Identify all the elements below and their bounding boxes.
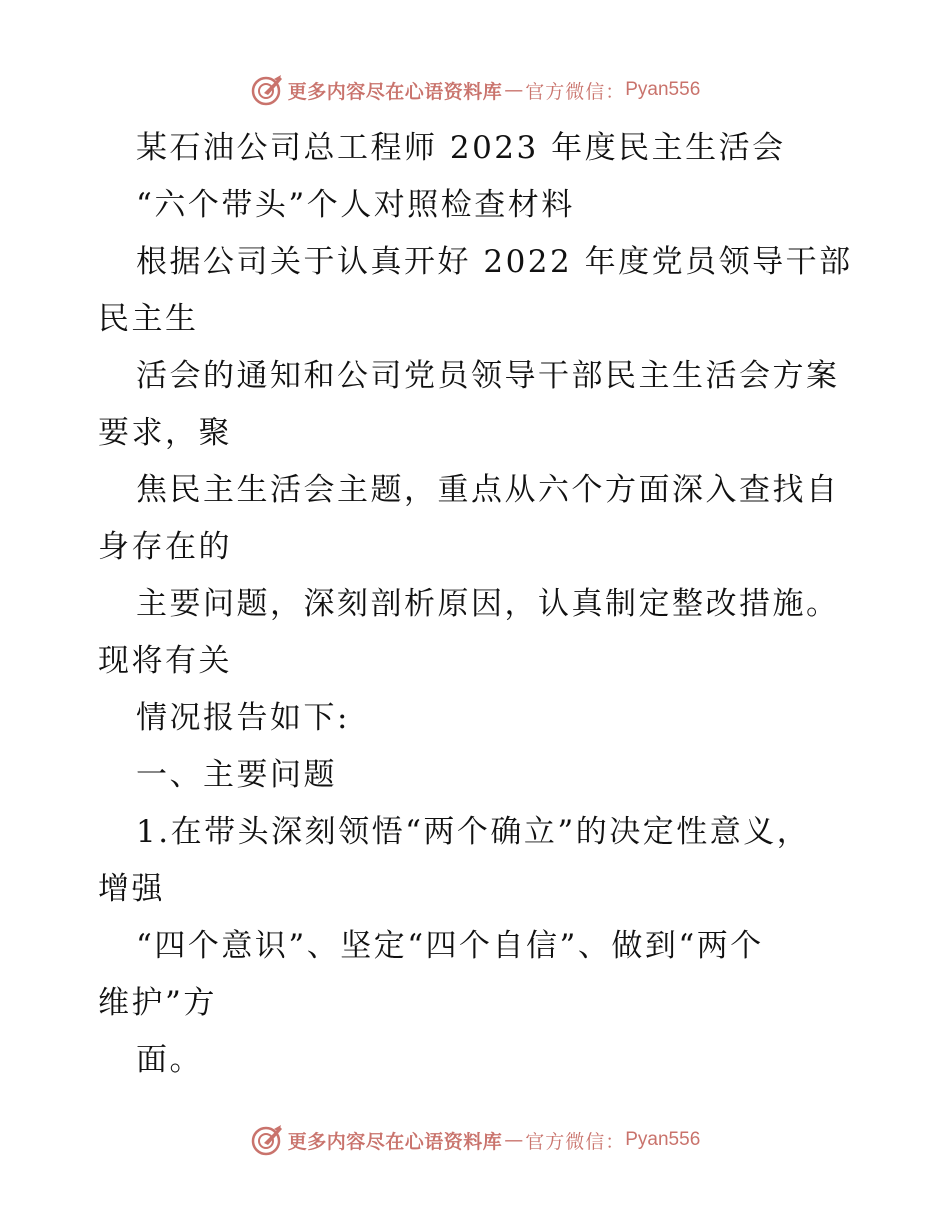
watermark-brand: 更多内容尽在心语资料库	[287, 1130, 503, 1153]
document-line: 身存在的	[98, 529, 232, 565]
watermark-wechat-label: 官方微信：	[525, 80, 626, 103]
document-line: 根据公司关于认真开好 2022 年度党员领导干部	[136, 244, 853, 280]
document-body	[98, 120, 858, 1089]
document-line: 焦民主生活会主题，重点从六个方面深入查找自	[136, 472, 840, 508]
document-line: 维护”方	[98, 985, 217, 1021]
section-heading: 一、主要问题	[136, 757, 337, 793]
watermark-banner-bottom	[0, 1120, 950, 1160]
watermark-wechat-id: Pyan556	[625, 79, 701, 100]
document-line: “六个带头”个人对照检查材料	[136, 187, 575, 223]
document-line: 增强	[98, 871, 165, 907]
watermark-wechat-id: Pyan556	[625, 1129, 701, 1150]
document-line: 民主生	[98, 301, 199, 337]
watermark-brand: 更多内容尽在心语资料库	[287, 80, 503, 103]
document-line: 现将有关	[98, 643, 232, 679]
document-line: “四个意识”、坚定“四个自信”、做到“两个	[136, 928, 764, 964]
document-line: 某石油公司总工程师 2023 年度民主生活会	[136, 130, 786, 166]
document-line: 活会的通知和公司党员领导干部民主生活会方案	[136, 358, 840, 394]
document-line: 主要问题，深刻剖析原因，认真制定整改措施。	[136, 586, 840, 622]
document-line: 要求，聚	[98, 415, 232, 451]
document-line: 面。	[136, 1042, 203, 1078]
watermark-separator: —	[504, 79, 524, 101]
document-line: 1.在带头深刻领悟“两个确立”的决定性意义，	[136, 814, 811, 850]
quill-logo-icon	[250, 1123, 284, 1157]
quill-logo-icon	[250, 73, 284, 107]
document-line: 情况报告如下:	[136, 700, 350, 736]
watermark-wechat-label: 官方微信：	[525, 1130, 626, 1153]
watermark-separator: —	[504, 1129, 524, 1151]
watermark-banner-top	[0, 70, 950, 110]
